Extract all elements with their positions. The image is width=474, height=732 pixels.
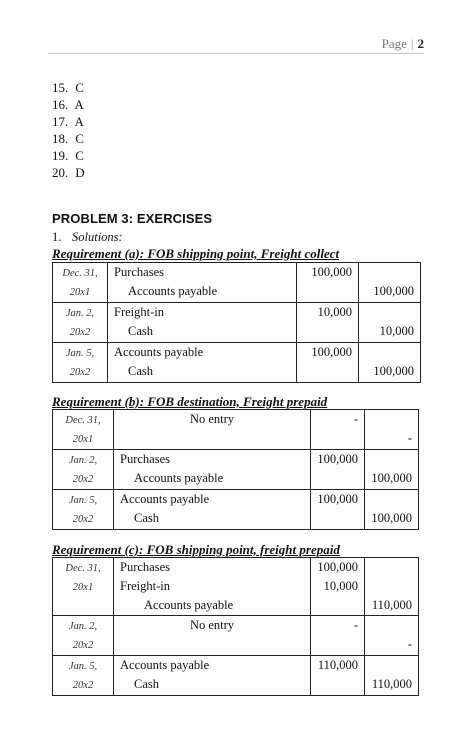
answer-item [52, 147, 85, 164]
answer-number: 18. [52, 131, 69, 146]
credit-cell [365, 490, 419, 530]
debit-account: Freight-in [114, 305, 164, 319]
date-line: Jan. 2, [68, 621, 98, 632]
date-line: 20x1 [72, 582, 94, 593]
credit-cell [365, 558, 419, 616]
table-row [53, 558, 419, 616]
answer-letter: C [75, 131, 84, 146]
date-line: Jan. 5, [65, 348, 95, 359]
date-line: 20x2 [72, 640, 94, 651]
debit-account: Accounts payable [120, 492, 210, 506]
debit-amount: 110,000 [317, 658, 358, 672]
debit-amount: 100,000 [311, 345, 352, 359]
debit-amount: - [353, 412, 358, 426]
debit-cell [311, 656, 365, 696]
date-line: Jan. 2, [65, 308, 95, 319]
credit-cell [365, 656, 419, 696]
account-cell [108, 263, 297, 303]
credit-amount: 100,000 [373, 364, 414, 378]
date-line: Dec. 31, [65, 415, 101, 426]
date-line: Jan. 2, [68, 455, 98, 466]
account-cell [114, 410, 311, 450]
page-label: Page [381, 36, 407, 51]
table-row [53, 616, 419, 656]
problem-title: PROBLEM 3: EXERCISES [52, 211, 213, 226]
table-row [53, 450, 419, 490]
debit-amount: - [353, 618, 358, 632]
credit-amount: - [407, 431, 412, 445]
journal-table-b [52, 409, 419, 530]
debit-account: Purchases [120, 452, 170, 466]
journal-table-c [52, 557, 419, 696]
credit-account: Accounts payable [134, 471, 224, 485]
table-row [53, 490, 419, 530]
date-line: 20x2 [72, 474, 94, 485]
credit-account: Accounts payable [144, 598, 234, 612]
date-cell [53, 410, 114, 450]
header-separator: | [410, 36, 414, 51]
date-cell [53, 490, 114, 530]
credit-account: Cash [128, 324, 153, 338]
credit-amount: 100,000 [371, 471, 412, 485]
date-cell [53, 656, 114, 696]
debit-cell [311, 450, 365, 490]
credit-amount: 110,000 [371, 598, 412, 612]
debit-account: Purchases [114, 265, 164, 279]
debit-amount: 100,000 [317, 492, 358, 506]
account-cell [114, 656, 311, 696]
requirement-a-title: Requirement (a): FOB shipping point, Freight collect [52, 246, 340, 261]
account-cell [114, 450, 311, 490]
account-cell [114, 490, 311, 530]
answer-letter: A [74, 114, 84, 129]
date-line: Jan. 5, [68, 661, 98, 672]
debit-amount: 10,000 [323, 579, 358, 593]
answer-item [52, 79, 85, 96]
date-cell [53, 263, 108, 303]
answer-number: 17. [52, 114, 69, 129]
date-line: 20x2 [72, 514, 94, 525]
table-row [53, 303, 421, 343]
page-number: 2 [417, 36, 424, 51]
date-cell [53, 558, 114, 616]
credit-amount: 100,000 [371, 511, 412, 525]
date-line: 20x1 [69, 287, 91, 298]
debit-cell [311, 558, 365, 616]
solutions-number: 1. [52, 230, 62, 244]
debit-account: Purchases [120, 560, 170, 574]
date-line: 20x2 [69, 327, 91, 338]
credit-cell [365, 410, 419, 450]
debit-cell [297, 263, 359, 303]
debit-cell [297, 343, 359, 383]
debit-amount: 100,000 [317, 452, 358, 466]
credit-account: Cash [128, 364, 153, 378]
debit-cell [311, 616, 365, 656]
credit-account: Cash [134, 677, 159, 691]
account-cell [114, 558, 311, 616]
requirement-c-title: Requirement (c): FOB shipping point, freight prepaid [52, 542, 340, 557]
credit-account: Cash [134, 511, 159, 525]
credit-amount: 100,000 [373, 284, 414, 298]
table-row [53, 263, 421, 303]
credit-amount: - [407, 637, 412, 651]
credit-cell [359, 303, 421, 343]
answer-item [52, 164, 85, 181]
header-rule [48, 53, 424, 54]
account-cell [108, 303, 297, 343]
credit-cell [359, 263, 421, 303]
answer-item [52, 96, 85, 113]
credit-cell [365, 450, 419, 490]
answer-letter: D [75, 165, 85, 180]
page-header [382, 36, 424, 52]
answer-list [52, 79, 85, 181]
credit-account: Accounts payable [128, 284, 218, 298]
answer-number: 16. [52, 97, 69, 112]
debit-account: Freight-in [120, 579, 170, 593]
debit-cell [311, 490, 365, 530]
debit-amount: 10,000 [317, 305, 352, 319]
credit-cell [365, 616, 419, 656]
solutions-heading [52, 230, 123, 245]
debit-amount: 100,000 [311, 265, 352, 279]
credit-cell [359, 343, 421, 383]
date-cell [53, 303, 108, 343]
debit-amount: 100,000 [317, 560, 358, 574]
journal-table-a [52, 262, 421, 383]
date-line: 20x2 [72, 680, 94, 691]
date-line: Dec. 31, [65, 563, 101, 574]
answer-number: 20. [52, 165, 69, 180]
requirement-b-title: Requirement (b): FOB destination, Freight prepaid [52, 394, 328, 409]
table-row [53, 410, 419, 450]
no-entry-text: No entry [189, 412, 235, 426]
debit-account: Accounts payable [114, 345, 204, 359]
debit-account: Accounts payable [120, 658, 210, 672]
table-row [53, 343, 421, 383]
no-entry-text: No entry [189, 618, 235, 632]
table-row [53, 656, 419, 696]
answer-letter: C [75, 80, 84, 95]
debit-cell [311, 410, 365, 450]
answer-letter: C [75, 148, 84, 163]
answer-letter: A [74, 97, 84, 112]
answer-item [52, 130, 85, 147]
answer-number: 19. [52, 148, 69, 163]
date-line: Jan. 5, [68, 495, 98, 506]
date-cell [53, 616, 114, 656]
account-cell [114, 616, 311, 656]
answer-number: 15. [52, 80, 69, 95]
credit-amount: 110,000 [371, 677, 412, 691]
credit-amount: 10,000 [379, 324, 414, 338]
date-line: 20x2 [69, 367, 91, 378]
debit-cell [297, 303, 359, 343]
date-cell [53, 450, 114, 490]
date-line: 20x1 [72, 434, 94, 445]
date-line: Dec. 31, [62, 268, 98, 279]
account-cell [108, 343, 297, 383]
answer-item [52, 113, 85, 130]
solutions-text: Solutions: [72, 230, 123, 244]
date-cell [53, 343, 108, 383]
